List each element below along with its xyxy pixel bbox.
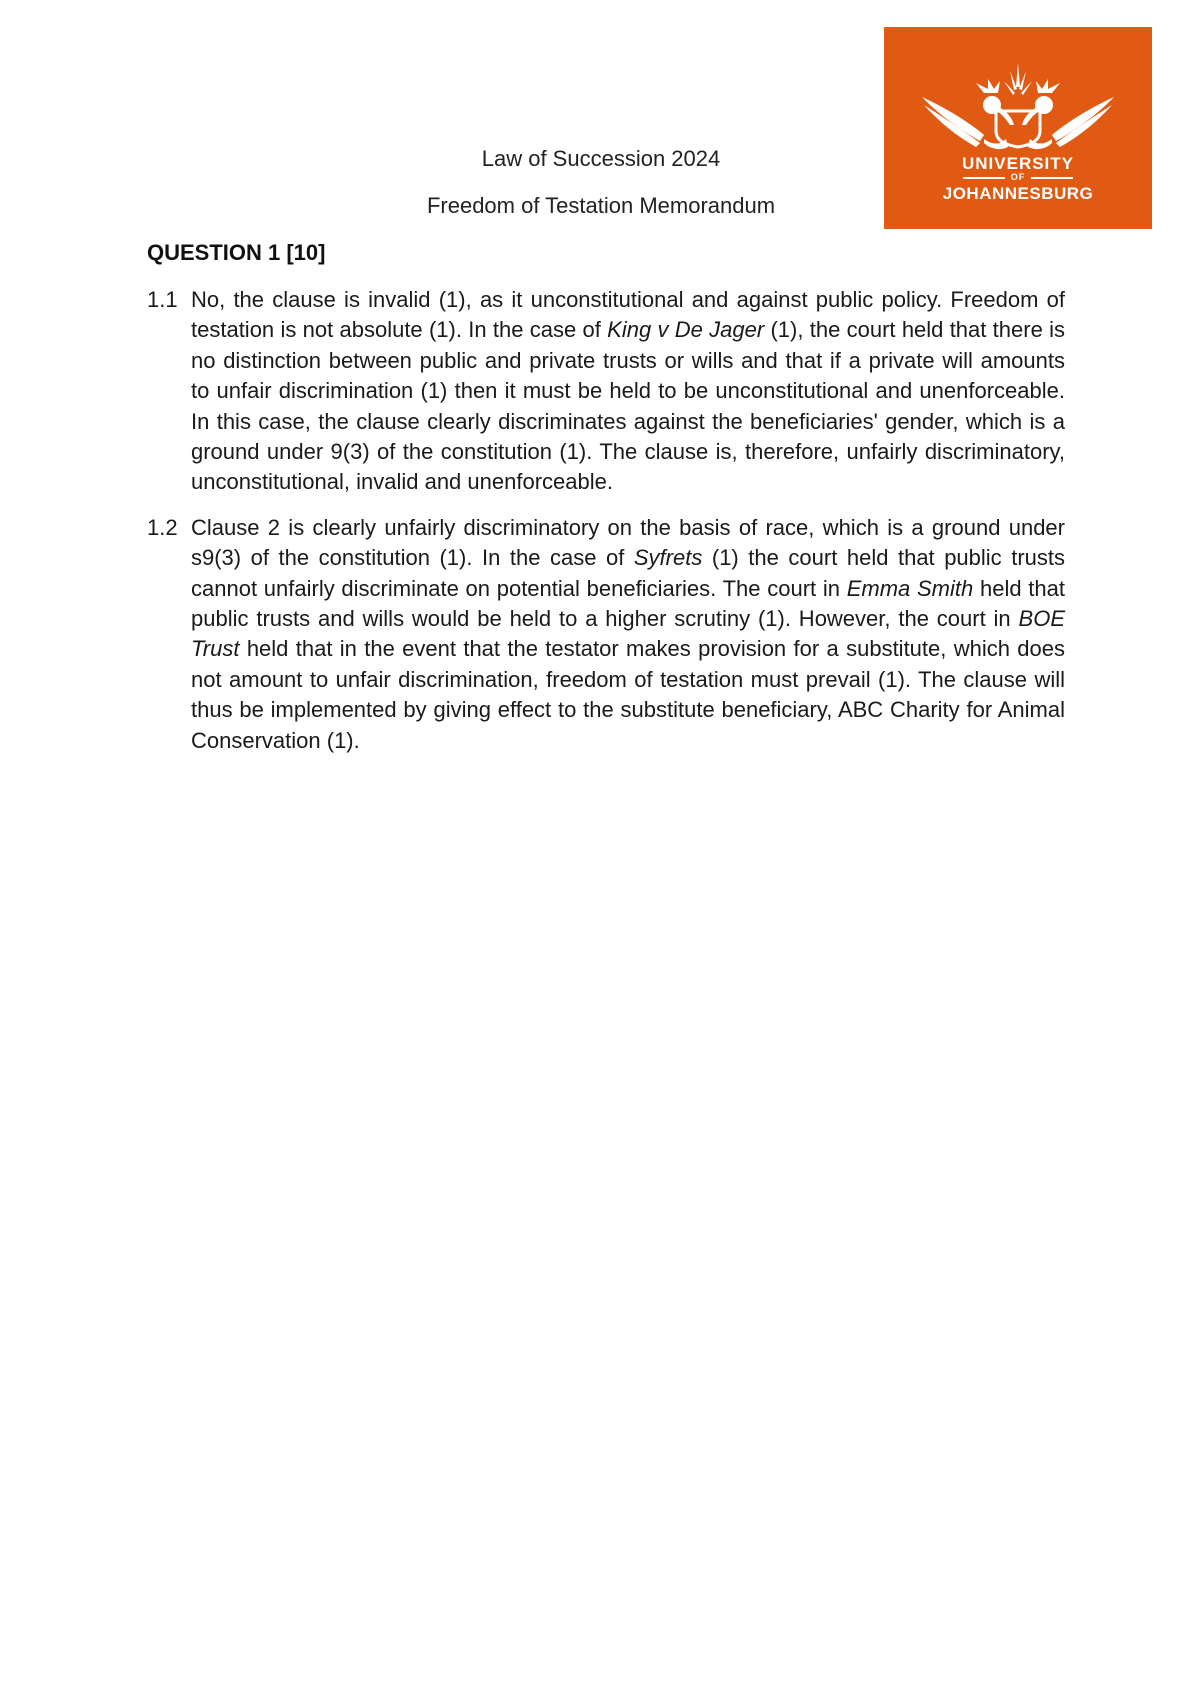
answer-number: 1.1 xyxy=(147,287,178,312)
logo-text-university: UNIVERSITY xyxy=(961,154,1075,173)
answer-text-segment: held that in the event that the testator makes provision for a substitute, which does not amount to unfair discrimination, freedom of testation must prevail (1). The clause will thus be implemented by giving effect to the substitute beneficiary, ABC Charity for Animal Conservation (1). xyxy=(191,636,1065,753)
answer-number: 1.2 xyxy=(147,514,178,540)
logo-text-johannesburg: JOHANNESBURG xyxy=(942,184,1094,203)
answer-text-segment: Clause 2 is clearly unfairly discriminatory on the basis of race, which is a ground under s9(3) of the constitution (1). In the case of xyxy=(191,514,1065,571)
answer-item xyxy=(147,285,1065,498)
answer-text xyxy=(191,285,1065,498)
answer-text-segment: (1) the court held that public trusts cannot unfairly discriminate on potential beneficiaries. The court in xyxy=(191,545,1065,601)
case-name: King v De Jager xyxy=(607,317,765,343)
logo-text-of: OF xyxy=(884,172,1152,182)
case-name: Emma Smith xyxy=(846,575,974,601)
answer-item xyxy=(147,513,1065,756)
answer-text-segment: No, the clause is invalid (1), as it unconstitutional and against public policy. Freedom of testation is not absolute (1). In the case of xyxy=(191,287,1065,343)
answer-text xyxy=(191,513,1065,756)
case-name: BOE Trust xyxy=(191,606,1065,662)
answer-text-segment: held that public trusts and wills would be held to a higher scrutiny (1). However, the court in xyxy=(191,575,1065,632)
question-heading: QUESTION 1 [10] xyxy=(147,240,326,265)
answer-text-segment: (1), the court held that there is no distinction between public and private trusts or wills and that if a private will amounts to unfair discrimination (1) then it must be held to be unconstitutional and unenforceable. In this case, the clause clearly discriminates against the beneficiaries' gender, which is a ground under 9(3) of the constitution (1). The clause is, therefore, unfairly discriminatory, unconstitutional, invalid and unenforceable. xyxy=(191,317,1065,495)
document-subtitle: Freedom of Testation Memorandum xyxy=(426,193,776,218)
answer-list xyxy=(147,285,1065,771)
case-name: Syfrets xyxy=(633,545,703,571)
document-title: Law of Succession 2024 xyxy=(481,146,721,171)
